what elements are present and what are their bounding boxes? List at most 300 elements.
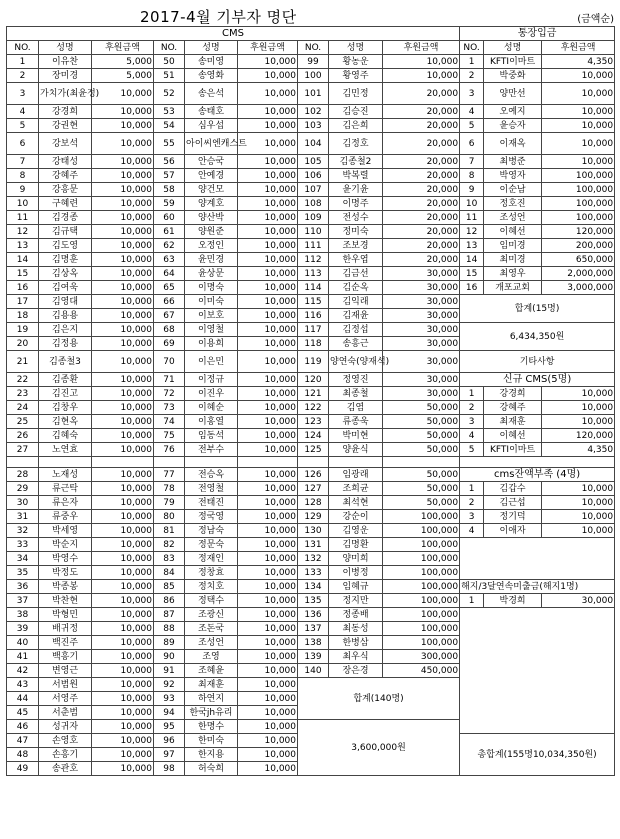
- cms3-name: 한우엽: [329, 253, 383, 267]
- table-row: [7, 267, 615, 281]
- cms1-amount: 10,000: [92, 622, 154, 636]
- cms3-no: 127: [298, 482, 329, 496]
- cms3-name: 이병정: [329, 566, 383, 580]
- cms3-no: 113: [298, 267, 329, 281]
- spacer-cell: [298, 457, 329, 468]
- cms2-no: 88: [154, 622, 185, 636]
- table-row: [7, 443, 615, 457]
- cms2-amount: 10,000: [238, 337, 298, 351]
- cms2-name: 정재인: [185, 552, 238, 566]
- cms1-name: 박형민: [39, 608, 92, 622]
- table-row: [7, 55, 615, 69]
- cms3-amount: 100,000: [383, 538, 460, 552]
- cms1-no: 24: [7, 401, 39, 415]
- cms2-name: 하연지: [185, 692, 238, 706]
- cms3-no: 110: [298, 225, 329, 239]
- cms3-name: 조희균: [329, 482, 383, 496]
- table-row: [7, 351, 615, 373]
- cms2-amount: 10,000: [238, 183, 298, 197]
- cms3-amount: 20,000: [383, 133, 460, 155]
- cms1-amount: 10,000: [92, 253, 154, 267]
- cms2-no: 81: [154, 524, 185, 538]
- cms2-name: 이용희: [185, 337, 238, 351]
- bank-amount: 10,000: [542, 69, 615, 83]
- bank-name: 이순남: [484, 183, 542, 197]
- table-row: [7, 281, 615, 295]
- cms1-name: 강혜주: [39, 169, 92, 183]
- cms3-no: 135: [298, 594, 329, 608]
- cms3-amount: 20,000: [383, 183, 460, 197]
- page-title: 2017-4월 기부자 명단: [140, 8, 297, 26]
- cms1-amount: 10,000: [92, 155, 154, 169]
- cms1-no: 41: [7, 650, 39, 664]
- cms1-name: 서영주: [39, 692, 92, 706]
- cms3-amount: 20,000: [383, 211, 460, 225]
- cms2-name: 이명숙: [185, 281, 238, 295]
- header-name: 성명: [39, 41, 92, 55]
- cms2-no: 62: [154, 239, 185, 253]
- bank-name: 개포교회: [484, 281, 542, 295]
- bank-name: KFTI이마트: [484, 55, 542, 69]
- short-amount: 10,000: [542, 496, 615, 510]
- new-cms-no: 2: [460, 401, 484, 415]
- cms3-no: 123: [298, 415, 329, 429]
- cms3-name: 김명환: [329, 538, 383, 552]
- cms3-amount: 50,000: [383, 443, 460, 457]
- cms2-no: 58: [154, 183, 185, 197]
- cms1-no: 18: [7, 309, 39, 323]
- cms2-amount: 10,000: [238, 496, 298, 510]
- header-amount: 후원금액: [542, 41, 615, 55]
- cms3-no: 114: [298, 281, 329, 295]
- table-row: [7, 538, 615, 552]
- cms1-no: 20: [7, 337, 39, 351]
- cms2-no: 70: [154, 351, 185, 373]
- cms3-amount: 20,000: [383, 119, 460, 133]
- new-cms-name: 강혜주: [484, 401, 542, 415]
- cms1-no: 44: [7, 692, 39, 706]
- table-row: [7, 482, 615, 496]
- cms2-amount: 10,000: [238, 636, 298, 650]
- cms3-no: 104: [298, 133, 329, 155]
- cms3-name: 김승진: [329, 105, 383, 119]
- cms1-name: 김종환: [39, 373, 92, 387]
- new-cms-amount: 10,000: [542, 415, 615, 429]
- cms3-no: 112: [298, 253, 329, 267]
- table-row: [7, 169, 615, 183]
- cms1-amount: 10,000: [92, 183, 154, 197]
- cms1-name: 손흥기: [39, 748, 92, 762]
- cms1-amount: 10,000: [92, 197, 154, 211]
- cms1-name: 송관호: [39, 762, 92, 776]
- cms3-name: 정영진: [329, 373, 383, 387]
- bank-section-title: 통장입금: [460, 27, 615, 41]
- cms3-amount: 50,000: [383, 415, 460, 429]
- cms3-name: 김정호: [329, 133, 383, 155]
- cms2-amount: 10,000: [238, 748, 298, 762]
- cms3-amount: 100,000: [383, 566, 460, 580]
- cms3-amount: 30,000: [383, 281, 460, 295]
- cms2-amount: 10,000: [238, 762, 298, 776]
- cms2-name: 윤민경: [185, 253, 238, 267]
- cms1-amount: 10,000: [92, 706, 154, 720]
- cms3-name: 류종욱: [329, 415, 383, 429]
- cms1-amount: 10,000: [92, 748, 154, 762]
- cms1-no: 45: [7, 706, 39, 720]
- grand-total: 총합계(155명10,034,350원): [460, 734, 615, 776]
- cms2-no: 56: [154, 155, 185, 169]
- cms2-name: 송영화: [185, 69, 238, 83]
- table-row: [7, 133, 615, 155]
- spacer-cell: [329, 457, 383, 468]
- cancel-no: 1: [460, 594, 484, 608]
- table-row: [7, 468, 615, 482]
- bank-no: 3: [460, 83, 484, 105]
- cms1-amount: 10,000: [92, 734, 154, 748]
- cms1-name: 김혜숙: [39, 429, 92, 443]
- table-row: [7, 496, 615, 510]
- cms1-amount: 10,000: [92, 678, 154, 692]
- header-name: 성명: [484, 41, 542, 55]
- cms3-no: 122: [298, 401, 329, 415]
- cms2-no: 66: [154, 295, 185, 309]
- cms3-no: 108: [298, 197, 329, 211]
- cms1-name: 김창우: [39, 401, 92, 415]
- cms-section-title: CMS: [7, 27, 460, 41]
- cms2-no: 89: [154, 636, 185, 650]
- bank-no: 2: [460, 69, 484, 83]
- cms1-amount: 10,000: [92, 387, 154, 401]
- cms3-name: 양윤식: [329, 443, 383, 457]
- new-cms-amount: 10,000: [542, 387, 615, 401]
- cms2-no: 71: [154, 373, 185, 387]
- bank-name: 오예지: [484, 105, 542, 119]
- cms3-amount: 100,000: [383, 580, 460, 594]
- bank-no: 5: [460, 119, 484, 133]
- new-cms-no: 4: [460, 429, 484, 443]
- cms2-no: 73: [154, 401, 185, 415]
- bank-no: 13: [460, 239, 484, 253]
- new-cms-title: 신규 CMS(5명): [460, 373, 615, 387]
- cms1-name: 백진주: [39, 636, 92, 650]
- cms1-amount: 10,000: [92, 429, 154, 443]
- short-name: 이애자: [484, 524, 542, 538]
- short-amount: 10,000: [542, 524, 615, 538]
- cms3-no: 102: [298, 105, 329, 119]
- cms2-no: 75: [154, 429, 185, 443]
- cms2-no: 53: [154, 105, 185, 119]
- cms2-amount: 10,000: [238, 510, 298, 524]
- new-cms-no: 5: [460, 443, 484, 457]
- cms2-amount: 10,000: [238, 415, 298, 429]
- table-row: [7, 415, 615, 429]
- table-row: [7, 401, 615, 415]
- cms1-no: 1: [7, 55, 39, 69]
- new-cms-amount: 10,000: [542, 401, 615, 415]
- cms2-no: 69: [154, 337, 185, 351]
- cms2-no: 72: [154, 387, 185, 401]
- cms2-no: 83: [154, 552, 185, 566]
- cms1-no: 30: [7, 496, 39, 510]
- cms2-no: 77: [154, 468, 185, 482]
- cms2-no: 82: [154, 538, 185, 552]
- bank-no: 6: [460, 133, 484, 155]
- cms1-amount: 10,000: [92, 133, 154, 155]
- cms1-name: 박찬현: [39, 594, 92, 608]
- cms3-no: 100: [298, 69, 329, 83]
- cms1-name: 박정도: [39, 566, 92, 580]
- bank-amount: 120,000: [542, 225, 615, 239]
- cms1-no: 49: [7, 762, 39, 776]
- bank-total-amount: 6,434,350원: [460, 323, 615, 351]
- bank-name: 임미경: [484, 239, 542, 253]
- bank-name: 최영우: [484, 267, 542, 281]
- cms1-amount: 10,000: [92, 443, 154, 457]
- cms1-name: 성귀자: [39, 720, 92, 734]
- cms1-amount: 10,000: [92, 351, 154, 373]
- table-row: [7, 225, 615, 239]
- cms2-name: 송태호: [185, 105, 238, 119]
- bank-amount: 2,000,000: [542, 267, 615, 281]
- cms2-amount: 10,000: [238, 225, 298, 239]
- cms3-name: 김정섭: [329, 323, 383, 337]
- cms2-name: 전태진: [185, 496, 238, 510]
- cms1-name: 류은자: [39, 496, 92, 510]
- cms3-name: 송흥근: [329, 337, 383, 351]
- spacer-cell: [7, 457, 39, 468]
- bank-amount: 100,000: [542, 183, 615, 197]
- cms1-no: 22: [7, 373, 39, 387]
- cms2-no: 64: [154, 267, 185, 281]
- cms1-no: 31: [7, 510, 39, 524]
- cms3-amount: 50,000: [383, 401, 460, 415]
- cms2-amount: 10,000: [238, 211, 298, 225]
- cms1-name: 손영호: [39, 734, 92, 748]
- cms3-amount: 30,000: [383, 337, 460, 351]
- cms3-name: 김금선: [329, 267, 383, 281]
- cms1-no: 17: [7, 295, 39, 309]
- bank-no: 4: [460, 105, 484, 119]
- short-no: 3: [460, 510, 484, 524]
- cms1-no: 33: [7, 538, 39, 552]
- cms1-amount: 10,000: [92, 337, 154, 351]
- bank-name: 최미경: [484, 253, 542, 267]
- cms3-amount: 450,000: [383, 664, 460, 678]
- cms2-no: 96: [154, 734, 185, 748]
- cms1-name: 김용용: [39, 309, 92, 323]
- cms3-name: 조보경: [329, 239, 383, 253]
- bank-amount: 100,000: [542, 211, 615, 225]
- cms1-amount: 10,000: [92, 524, 154, 538]
- cms1-name: 김은지: [39, 323, 92, 337]
- cms3-no: 129: [298, 510, 329, 524]
- cms3-name: 김종철2: [329, 155, 383, 169]
- bank-no: 7: [460, 155, 484, 169]
- cms3-no: 121: [298, 387, 329, 401]
- table-row: [7, 323, 615, 337]
- bank-amount: 650,000: [542, 253, 615, 267]
- bank-name: 이혜선: [484, 225, 542, 239]
- cms1-amount: 10,000: [92, 538, 154, 552]
- cms2-amount: 10,000: [238, 468, 298, 482]
- cms3-name: 최종철: [329, 387, 383, 401]
- header-amount: 후원금액: [92, 41, 154, 55]
- cms1-name: 노연효: [39, 443, 92, 457]
- cms2-amount: 10,000: [238, 309, 298, 323]
- cms3-name: 양연숙(양재석): [329, 351, 383, 373]
- cms2-amount: 10,000: [238, 429, 298, 443]
- cms2-no: 76: [154, 443, 185, 457]
- cms2-no: 84: [154, 566, 185, 580]
- cms3-no: 139: [298, 650, 329, 664]
- cms3-amount: 20,000: [383, 105, 460, 119]
- cms3-name: 최동성: [329, 622, 383, 636]
- cms1-amount: 10,000: [92, 552, 154, 566]
- cms2-name: 이홍열: [185, 415, 238, 429]
- cms1-name: 장미경: [39, 69, 92, 83]
- cms2-name: 정창효: [185, 566, 238, 580]
- cms1-name: 김종철3: [39, 351, 92, 373]
- cms1-amount: 10,000: [92, 580, 154, 594]
- cms1-no: 7: [7, 155, 39, 169]
- cms1-amount: 10,000: [92, 664, 154, 678]
- cms2-no: 74: [154, 415, 185, 429]
- cms2-name: 이은민: [185, 351, 238, 373]
- new-cms-name: KFTI이마트: [484, 443, 542, 457]
- cms2-name: 조영: [185, 650, 238, 664]
- bank-name: 양만선: [484, 83, 542, 105]
- cms3-no: 105: [298, 155, 329, 169]
- cms1-amount: 10,000: [92, 401, 154, 415]
- cms2-name: 이미숙: [185, 295, 238, 309]
- cms2-amount: 10,000: [238, 524, 298, 538]
- cms1-amount: 10,000: [92, 105, 154, 119]
- cms1-name: 박순지: [39, 538, 92, 552]
- new-cms-name: 이혜선: [484, 429, 542, 443]
- short-name: 김근섭: [484, 496, 542, 510]
- cms2-name: 양산박: [185, 211, 238, 225]
- cms2-no: 80: [154, 510, 185, 524]
- cms2-no: 95: [154, 720, 185, 734]
- cms1-no: 15: [7, 267, 39, 281]
- cms2-name: 윤상문: [185, 267, 238, 281]
- cms2-name: 정택수: [185, 594, 238, 608]
- short-name: 김갑수: [484, 482, 542, 496]
- cms1-name: 김상옥: [39, 267, 92, 281]
- cms1-no: 40: [7, 636, 39, 650]
- header-no: NO.: [154, 41, 185, 55]
- cms2-no: 59: [154, 197, 185, 211]
- cms1-name: 변영근: [39, 664, 92, 678]
- cms1-name: 배귀정: [39, 622, 92, 636]
- cms1-amount: 10,000: [92, 496, 154, 510]
- cms2-amount: 10,000: [238, 706, 298, 720]
- cms3-amount: 100,000: [383, 622, 460, 636]
- cancel-name: 박경희: [484, 594, 542, 608]
- cms1-no: 36: [7, 580, 39, 594]
- cms3-no: 101: [298, 83, 329, 105]
- cms2-amount: 10,000: [238, 83, 298, 105]
- cms2-no: 91: [154, 664, 185, 678]
- cms2-amount: 10,000: [238, 650, 298, 664]
- cms2-no: 57: [154, 169, 185, 183]
- short-no: 2: [460, 496, 484, 510]
- short-name: 정기덕: [484, 510, 542, 524]
- bank-total-label: 합계(15명): [460, 295, 615, 323]
- cms3-no: 137: [298, 622, 329, 636]
- cms2-no: 97: [154, 748, 185, 762]
- header-amount: 후원금액: [383, 41, 460, 55]
- cms1-no: 46: [7, 720, 39, 734]
- short-no: 1: [460, 482, 484, 496]
- cms1-amount: 10,000: [92, 510, 154, 524]
- cms2-amount: 10,000: [238, 664, 298, 678]
- short-title: cms잔액부족 (4명): [460, 468, 615, 482]
- cms3-name: 박복렬: [329, 169, 383, 183]
- cms1-no: 26: [7, 429, 39, 443]
- cms3-amount: 100,000: [383, 608, 460, 622]
- cms3-name: 김은희: [329, 119, 383, 133]
- cms3-amount: 20,000: [383, 155, 460, 169]
- cms3-no: 136: [298, 608, 329, 622]
- cms2-name: 심우섭: [185, 119, 238, 133]
- cms1-no: 9: [7, 183, 39, 197]
- cms2-name: 이보호: [185, 309, 238, 323]
- bank-amount: 10,000: [542, 105, 615, 119]
- cms1-amount: 10,000: [92, 650, 154, 664]
- cms1-no: 38: [7, 608, 39, 622]
- cms2-amount: 10,000: [238, 267, 298, 281]
- spacer-cell: [92, 457, 154, 468]
- cms1-name: 서춘범: [39, 706, 92, 720]
- cms3-name: 정미숙: [329, 225, 383, 239]
- cms2-name: 한지용: [185, 748, 238, 762]
- cms1-name: 박세영: [39, 524, 92, 538]
- bank-name: 정호진: [484, 197, 542, 211]
- bank-amount: 10,000: [542, 83, 615, 105]
- bank-amount: 10,000: [542, 155, 615, 169]
- cms2-name: 전승옥: [185, 468, 238, 482]
- bank-no: 11: [460, 211, 484, 225]
- cms1-amount: 10,000: [92, 636, 154, 650]
- cms1-no: 11: [7, 211, 39, 225]
- cms3-name: 한병삼: [329, 636, 383, 650]
- bank-no: 12: [460, 225, 484, 239]
- bank-amount: 10,000: [542, 133, 615, 155]
- cms2-no: 65: [154, 281, 185, 295]
- cancel-title: 해지/3달연속미출금(해지1명): [460, 580, 615, 594]
- cms1-amount: 10,000: [92, 239, 154, 253]
- cms2-amount: 10,000: [238, 387, 298, 401]
- cms2-amount: 10,000: [238, 155, 298, 169]
- cms2-name: 한미숙: [185, 734, 238, 748]
- cms3-no: 120: [298, 373, 329, 387]
- cms1-amount: 10,000: [92, 267, 154, 281]
- cms1-name: 구혜련: [39, 197, 92, 211]
- cms1-no: 5: [7, 119, 39, 133]
- header-no: NO.: [460, 41, 484, 55]
- cms3-amount: 100,000: [383, 524, 460, 538]
- cms3-amount: 50,000: [383, 496, 460, 510]
- cms3-no: 131: [298, 538, 329, 552]
- cms2-name: 정남숙: [185, 524, 238, 538]
- cms3-name: 김익래: [329, 295, 383, 309]
- new-cms-no: 3: [460, 415, 484, 429]
- cms2-no: 52: [154, 83, 185, 105]
- cms3-no: 99: [298, 55, 329, 69]
- cms2-amount: 10,000: [238, 169, 298, 183]
- cms2-amount: 10,000: [238, 373, 298, 387]
